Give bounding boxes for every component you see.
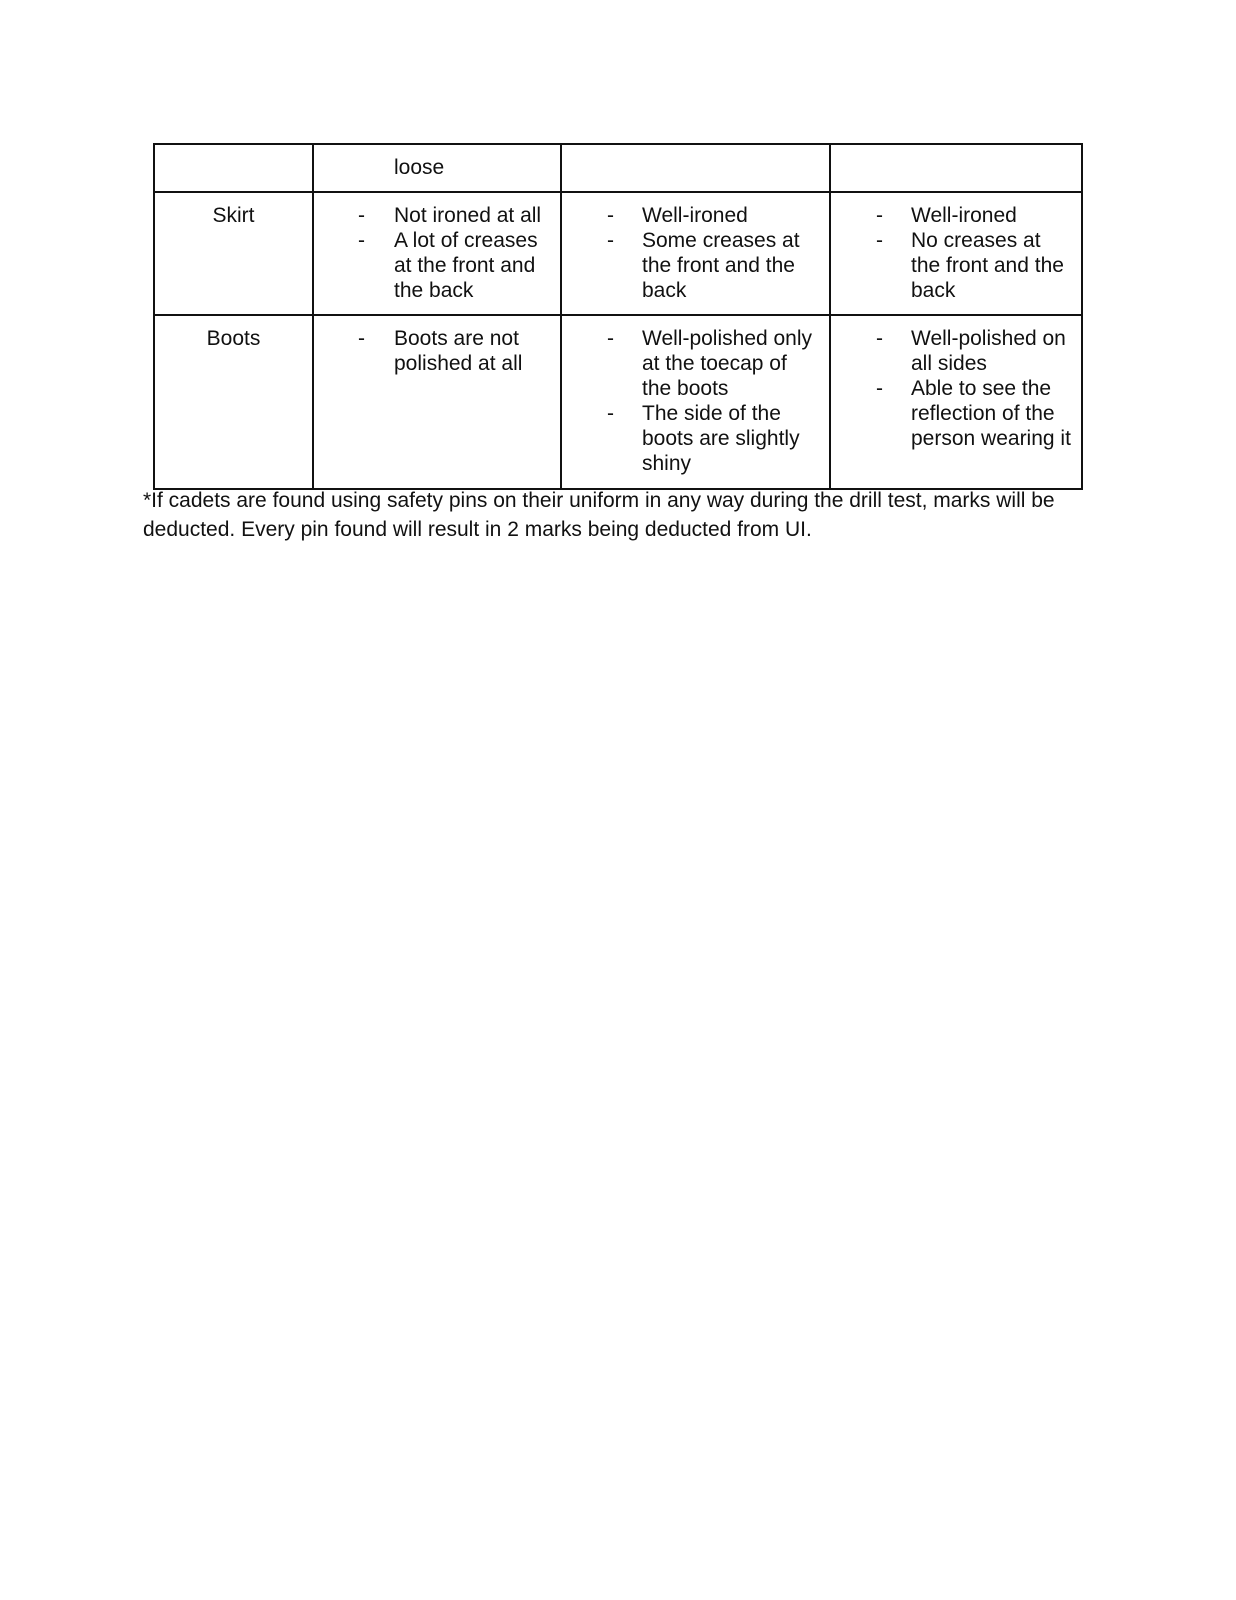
- continuation-text: loose: [394, 156, 445, 179]
- category-cell: Boots: [154, 315, 313, 489]
- criteria-list: [314, 326, 552, 376]
- list-item: [562, 228, 821, 303]
- table-row: [154, 192, 1082, 315]
- criteria-cell-excellent: [830, 144, 1082, 192]
- bullet-dash: -: [607, 204, 614, 227]
- criteria-list: [831, 326, 1073, 451]
- list-item-text: Well-polished on all sides: [911, 327, 1066, 375]
- table-row: [154, 315, 1082, 489]
- list-item-text: Well-ironed: [642, 204, 748, 227]
- criteria-list: [562, 326, 821, 476]
- footnote: *If cadets are found using safety pins on their uniform in any way during the drill test, marks will be deducted. Every pin found will result in 2 marks being deducted from UI.: [143, 489, 1055, 541]
- list-item: [314, 326, 552, 376]
- list-item-text: The side of the boots are slightly shiny: [642, 402, 800, 475]
- bullet-dash: -: [876, 229, 883, 252]
- list-item: [314, 203, 552, 228]
- category-cell: Skirt: [154, 192, 313, 315]
- bullet-dash: -: [607, 327, 614, 350]
- category-cell: [154, 144, 313, 192]
- criteria-cell-poor: [313, 192, 561, 315]
- list-item: [562, 326, 821, 401]
- criteria-cell-poor: [313, 144, 561, 192]
- list-item: [831, 228, 1073, 303]
- bullet-dash: -: [876, 377, 883, 400]
- criteria-cell-excellent: [830, 315, 1082, 489]
- list-item-text: Able to see the reflection of the person wearing it: [911, 377, 1071, 450]
- list-item-text: Not ironed at all: [394, 204, 542, 227]
- bullet-dash: -: [876, 327, 883, 350]
- criteria-list: [562, 203, 821, 303]
- bullet-dash: -: [358, 204, 365, 227]
- list-item-text: Well-polished only at the toecap of the boots: [642, 327, 813, 400]
- bullet-dash: -: [358, 327, 365, 350]
- bullet-dash: -: [607, 229, 614, 252]
- bullet-dash: -: [876, 204, 883, 227]
- criteria-cell-excellent: [830, 192, 1082, 315]
- list-item: [562, 401, 821, 476]
- list-item: [831, 203, 1073, 228]
- criteria-cell-satisfactory: [561, 144, 830, 192]
- table-row: [154, 144, 1082, 192]
- list-item-text: Some creases at the front and the back: [642, 229, 800, 302]
- list-item-text: No creases at the front and the back: [911, 229, 1064, 302]
- uniform-rubric-table: [153, 143, 1083, 490]
- criteria-cell-satisfactory: [561, 315, 830, 489]
- list-item-text: Boots are not polished at all: [394, 327, 523, 375]
- list-item: [314, 228, 552, 303]
- list-item-text: A lot of creases at the front and the back: [394, 229, 538, 302]
- list-item-text: Well-ironed: [911, 204, 1017, 227]
- criteria-cell-poor: [313, 315, 561, 489]
- bullet-dash: -: [607, 402, 614, 425]
- list-item: [831, 326, 1073, 376]
- criteria-cell-satisfactory: [561, 192, 830, 315]
- criteria-list: [314, 203, 552, 303]
- criteria-list: [831, 203, 1073, 303]
- list-item: [831, 376, 1073, 451]
- bullet-dash: -: [358, 229, 365, 252]
- list-item: [562, 203, 821, 228]
